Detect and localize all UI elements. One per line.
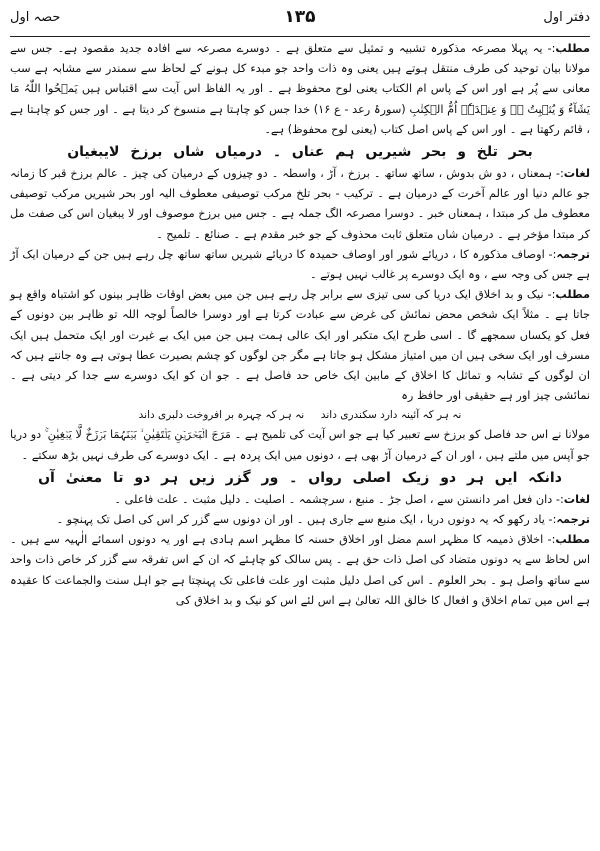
matlab-text: :- یہ پہلا مصرعہ مذکورہ تشبیہ و تمثیل سے متعلق ہے ۔ دوسرے مصرعہ سے افادہ جدید مقصود ہے۔ جس سے مولانا بیان توحید کی طرف منتقل ہوتے ہیں یعنی وہ ذات واحد جو مبدء کل ہونے کے لحاظ سے سمندر سے مشابہ ہے سب معانی سے پُر ہے اور اس کے پاس ام الکتاب یعنی لوح محفوظ ہے ۔ اور یہ الفاظ اس آیت سے اقتباس ہیں یَمۡحُوا اللّٰہُ مَا یَشَآءُ وَ یُثۡبِتُ ۚۖ وَ عِنۡدَہٗۤ اُمُّ الۡکِتٰبِ (سورۂ رعد - ع ۱۶) خدا جس کو چاہتا ہے منسوخ کر دیتا ہے ۔ اور جس کو چاہتا ہے ، قائم رکھتا ہے ۔ اور اس کے پاس اصل کتاب (یعنی لوح محفوظ) ہے۔ [10, 42, 590, 136]
tarjuma-text: :- اوصاف مذکورہ کا ، دریائے شور اور اوصاف حمیدہ کا دریائے شیریں ساتھ ساتھ چل رہے ہیں جن کے درمیان ایک آڑ ہے جس کی وجہ سے ، وہ ایک دوسرے پر غالب نہیں ہوتے ۔ [10, 247, 590, 282]
page-body [10, 37, 590, 611]
tarjuma-text: :- یاد رکھو کہ یہ دونوں دریا ، ایک منبع سے جاری ہیں ۔ اور ان دونوں سے گزر کر اس کی اصل تک پہنچو ۔ [56, 513, 557, 527]
header-volume-label: حصہ اول [10, 10, 61, 25]
header-book-label: دفتر اول [543, 10, 590, 25]
lughat-paragraph-2 [10, 490, 590, 510]
page-number: ۱۳۵ [284, 7, 316, 27]
couplet-heading-1: بحر تلخ و بحر شیریں ہم عناں ۔ درمیاں شاں برزخ لایبغیان [67, 144, 533, 161]
tarjuma-paragraph-1 [10, 245, 590, 285]
tarjuma-label: ترجمہ [556, 247, 590, 261]
matlab-label: مطلب [555, 42, 590, 55]
persian-verse [10, 407, 590, 424]
matlab-label: مطلب [555, 533, 590, 547]
quran-reference-paragraph [10, 425, 590, 465]
tarjuma-label: ترجمہ [556, 513, 590, 527]
verse-line-1: نہ ہر کہ آئینہ دارد سکندری داند [320, 409, 462, 422]
couplet-heading-2: دانکہ ایں ہر دو زیک اصلی رواں ۔ ور گزر زیں ہر دو تا معنیٰ آں [38, 469, 562, 486]
lughat-text: :- دان فعل امر دانستن سے ، اصل جڑ ۔ منبع ، سرچشمہ ۔ اصلیت ۔ دلیل مثبت ۔ علت فاعلی ۔ [114, 492, 564, 506]
matlab-text: :- نیک و بد اخلاق ایک دریا کی سی تیزی سے برابر چل رہے ہیں جن میں بعض اوقات ظاہر بینوں کو اشتباہ واقع ہو جاتا ہے ۔ مثلاً ایک شخص محض نمائش کی غرض سے عبادت کرتا ہے اور دوسرا خالصاً لوجہ اللہ تو ظاہر بین دونوں کے فعل کو یکساں سمجھے گا ۔ اسی طرح ایک متکبر اور ایک عالی ہمت ہیں جن میں ایک بے غیرت اور ایک متحمل ہیں ایک مسرف اور ایک سخی ہیں ان میں امتیاز مشکل ہو جاتا ہے مگر جن لوگوں کو چشم بصیرت عطا ہوتی ہے وہ جانتے ہیں کہ ان لوگوں کے تشابہ و تماثل کا اخلاق کے مابین ایک خاص حد فاصل ہے ۔ جو ان کو ایک دوسرے سے جدا کر دیتی ہے ۔ نمائشی چیز اور ہے حقیقی اور حافظ رہ [10, 288, 590, 403]
page [10, 6, 590, 844]
matlab-text: :- اخلاق ذمیمہ کا مظہر اسم مضل اور اخلاق حسنہ کا مظہر اسم ہادی ہے اور یہ دونوں اسمائے الٰہیہ سے ہیں ۔ اس لحاظ سے یہ دونوں متضاد کی اصل ذات حق ہے ۔ پس سالک کو چاہئے کہ ان کے اس تفرقہ سے گزر کر خاص ذات واحد سے ساتھ واصل ہو ۔ بحر العلوم ۔ اس کی اصل دلیل مثبت اور علت فاعلی تک پہنچتا ہے جو اہل سنت والجماعت کا عقیدہ ہے اس میں تمام اخلاق و افعال کا خالق اللہ تعالیٰ ہے اس لئے اس کو نیک و بد اخلاق کی [10, 533, 590, 607]
page-header [10, 6, 590, 37]
matlab-paragraph-1 [10, 39, 590, 140]
lughat-label: لغات [563, 492, 590, 506]
matlab-paragraph-2 [10, 285, 590, 406]
matlab-paragraph-3 [10, 530, 590, 611]
lughat-paragraph-1 [10, 164, 590, 245]
tarjuma-paragraph-2 [10, 510, 590, 530]
verse-line-2: نہ ہر کہ چہرہ بر افروخت دلبری داند [138, 409, 305, 422]
lughat-label: لغات [563, 167, 590, 181]
matlab-label: مطلب [555, 288, 590, 302]
lughat-text: :- ہمعناں ، دو ش بدوش ، ساتھ ساتھ ۔ برزخ ، آڑ ، واسطہ ۔ دو چیزوں کے درمیان کی چیز ۔ عالم برزخ قبر کا زمانہ جو عالم دنیا اور عالم آخرت کے درمیان ہے ۔ ترکیب - بحر تلخ مرکب توصیفی معطوف الیہ اور بحر شیریں مرکب توصیفی معطوف مل کر مبتدا ، ہمعناں خبر ۔ دوسرا مصرعہ الگ جملہ ہے ۔ جس میں برزخ موصوف اور لا یبغیان اس کی صفت مل کر مبتدا مؤخر ہے ۔ درمیان شاں متعلق ثابت محذوف کے جو خبر مقدم ہے ۔ صنائع ۔ تلمیح ۔ [10, 167, 590, 241]
paragraph-text: مولانا نے اس حد فاصل کو برزخ سے تعبیر کیا ہے جو اس آیت کی تلمیح ہے ۔ مَرَجَ الۡبَحۡرَیۡنِ یَلۡتَقِیٰنِ ۙ بَیۡنَہُمَا بَرۡزَخٌ لَّا یَبۡغِیٰنِ ۚ دو دریا جو آپس میں ملتے ہیں ، اور ان کے درمیان آڑ بھی ہے ، دونوں میں ایک پردہ ہے ۔ ایک دوسرے کی طرف نہیں بڑھ سکتے ۔ [10, 428, 590, 462]
